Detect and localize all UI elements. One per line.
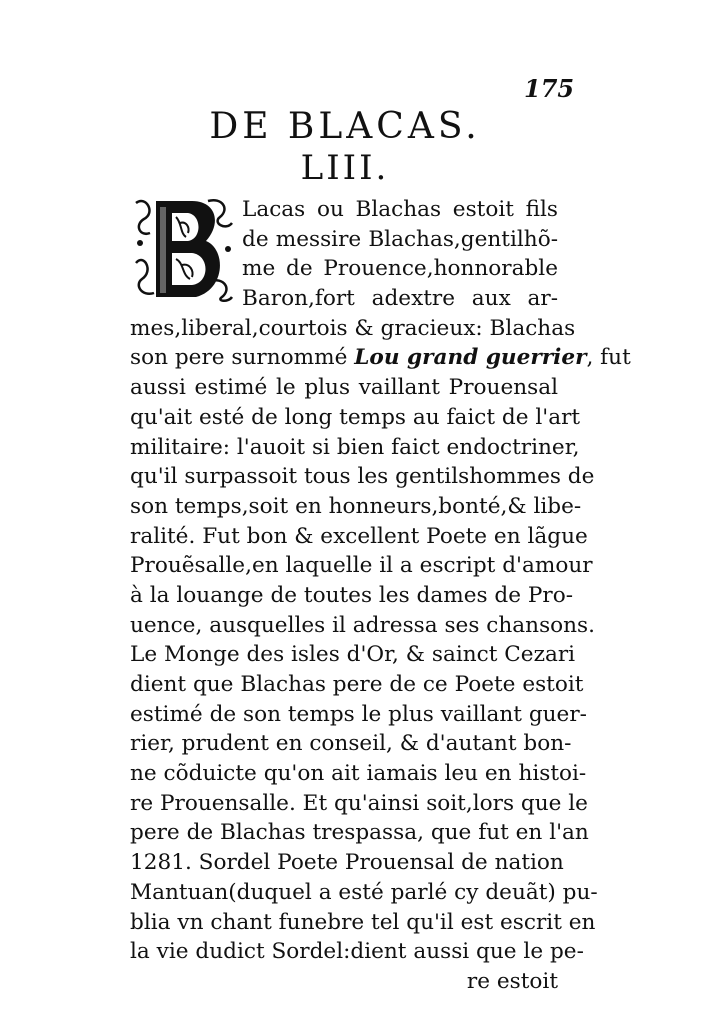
text-line: qu'il surpassoit tous les gentilshommes de	[130, 464, 595, 490]
text-line: mes,liberal,courtois & gracieux: Blachas	[130, 315, 576, 341]
text-line: ralité. Fut bon & excellent Poete en lãgue	[130, 523, 588, 549]
text-line: dient que Blachas pere de ce Poete estoit	[130, 672, 584, 697]
text-line-end: , fut	[586, 345, 631, 371]
chapter-number: LIII.	[300, 148, 390, 188]
text-line: Baron,fort adextre aux ar-	[242, 286, 558, 312]
text-line: Mantuan(duquel a esté parlé cy deuãt) pu-	[130, 879, 598, 905]
text-line: estimé de son temps le plus vaillant guer-	[130, 701, 587, 727]
text-line: militaire: l'auoit si bien faict endoctriner,	[130, 434, 580, 460]
text-line: Lacas ou Blachas estoit fils	[242, 197, 558, 222]
text-line: son temps,soit en honneurs,bonté,& libe-	[130, 493, 582, 519]
page-number: 175	[524, 74, 575, 103]
text-line: me de Prouence,honnorable	[242, 256, 558, 282]
text-line: pere de Blachas trespassa, que fut en l'an	[130, 820, 589, 846]
text-line: re Prouensalle. Et qu'ainsi soit,lors que le	[130, 790, 588, 816]
text-line: 1281. Sordel Poete Prouensal de nation	[130, 850, 564, 876]
text-line: uence, ausquelles il adressa ses chansons.	[130, 612, 596, 638]
text-line: à la louange de toutes les dames de Pro-	[130, 582, 574, 608]
catchword: re estoit	[466, 968, 558, 994]
page-title: DE BLACAS.	[209, 106, 481, 147]
text-line	[130, 343, 631, 373]
text-line: de messire Blachas,gentilhõ-	[242, 226, 558, 252]
text-line: qu'ait esté de long temps au faict de l'art	[130, 404, 581, 430]
text-line: aussi estimé le plus vaillant Prouensal	[130, 375, 558, 401]
text-line: Prouẽsalle,en laquelle il a escript d'amour	[130, 553, 593, 579]
text-line-start: son pere surnommé	[130, 345, 348, 371]
text-line: la vie dudict Sordel:dient aussi que le pe-	[130, 939, 584, 965]
body-text	[130, 195, 631, 997]
text-line: ne cõduicte qu'on ait iamais leu en histoi-	[130, 761, 587, 787]
text-line: blia vn chant funebre tel qu'il est escrit en	[130, 909, 596, 935]
text-line: Le Monge des isles d'Or, & sainct Cezari	[130, 642, 576, 668]
text-line: rier, prudent en conseil, & d'autant bon-	[130, 731, 572, 757]
italic-epithet: Lou grand guerrier	[354, 345, 587, 371]
